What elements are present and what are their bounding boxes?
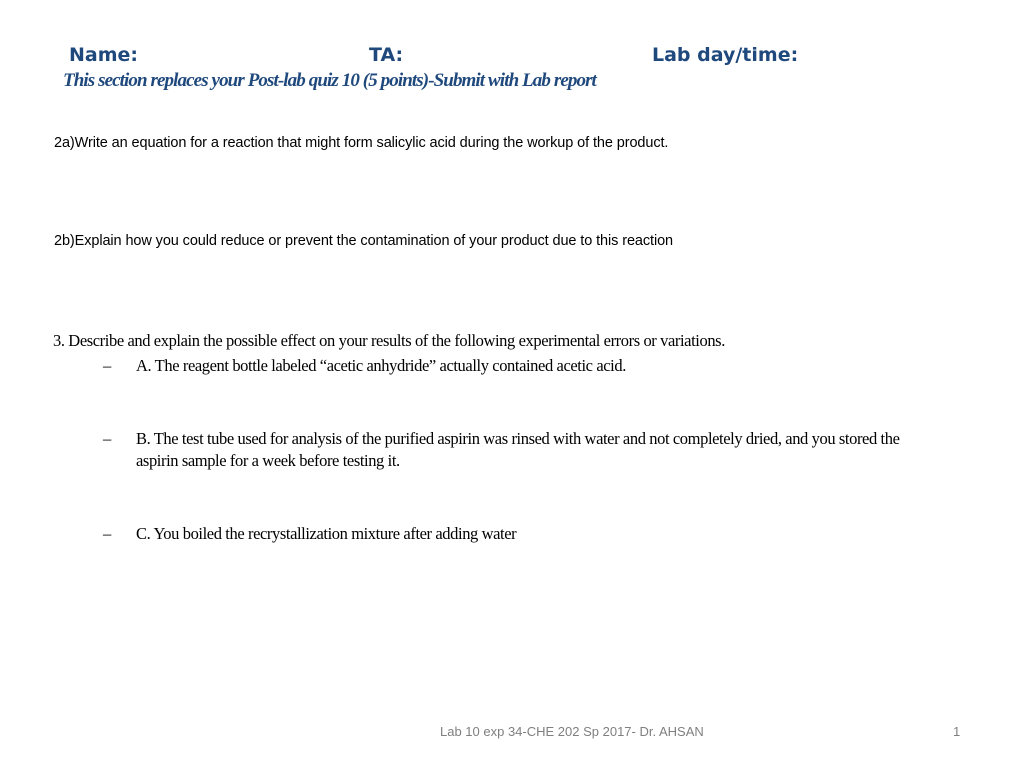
lab-day-time-label: Lab day/time: xyxy=(652,44,799,66)
name-label: Name: xyxy=(69,44,139,66)
item-c-dash: – xyxy=(103,524,111,543)
item-b-dash: – xyxy=(103,429,111,448)
question-3-item-c xyxy=(103,523,923,545)
page-number: 1 xyxy=(953,724,961,739)
item-c-text: C. You boiled the recrystallization mixture after adding water xyxy=(136,524,517,543)
question-2b: 2b)Explain how you could reduce or prevent the contamination of your product due to this reaction xyxy=(54,233,674,249)
ta-label: TA: xyxy=(369,44,404,66)
item-b-text: B. The test tube used for analysis of the purified aspirin was rinsed with water and not completely dried, and you stored the aspirin sample for a week before testing it. xyxy=(136,429,900,470)
question-3-item-b xyxy=(103,428,923,472)
item-a-dash: – xyxy=(103,356,111,375)
item-a-text: A. The reagent bottle labeled “acetic anhydride” actually contained acetic acid. xyxy=(136,356,626,375)
question-2a: 2a)Write an equation for a reaction that might form salicylic acid during the workup of the product. xyxy=(54,135,669,151)
footer-text: Lab 10 exp 34-CHE 202 Sp 2017- Dr. AHSAN xyxy=(440,724,704,739)
question-3-prompt: 3. Describe and explain the possible effect on your results of the following experimental errors or variations. xyxy=(53,331,725,350)
section-subtitle: This section replaces your Post-lab quiz 10 (5 points)-Submit with Lab report xyxy=(63,70,596,91)
question-3-item-a xyxy=(103,355,923,377)
